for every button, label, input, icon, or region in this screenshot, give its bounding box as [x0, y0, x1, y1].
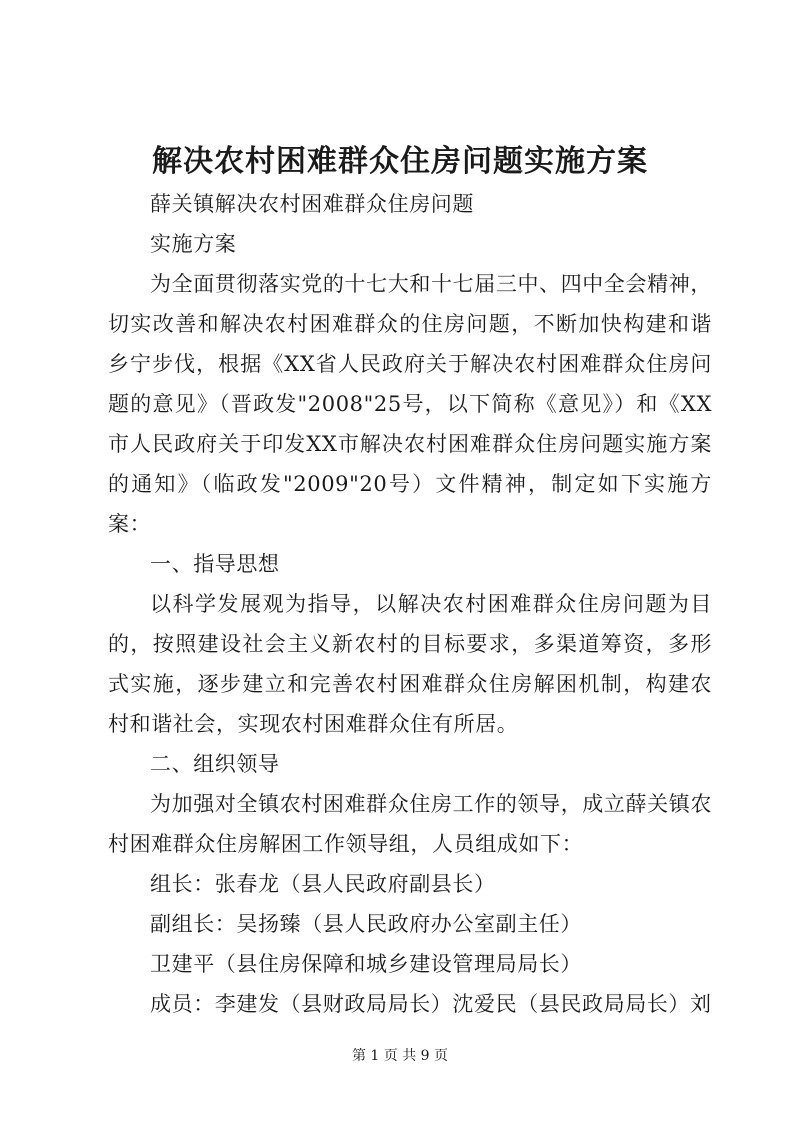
paragraph-members: 成员：李建发（县财政局局长）沈爱民（县民政局局长）刘 — [150, 992, 712, 1016]
paragraph-intro: 为全面贯彻落实党的十七大和十七届三中、四中全会精神，切实改善和解决农村困难群众的住房问题，不断加快构建和谐乡宁步伐，根据《XX省人民政府关于解决农村困难群众住房问题的意见》（晋政发"2008"25号，以下简称《意见》）和《XX市人民政府关于印发XX市解决农村困难群众住房问题实施方案的通知》（临政发"2009"20号）文件精神，制定如下实施方案： — [108, 272, 712, 536]
page-number-footer: 第 1 页 共 9 页 — [351, 1048, 449, 1064]
paragraph-leader: 组长：张春龙（县人民政府副县长） — [150, 872, 496, 896]
section-heading-guiding-thought: 一、指导思想 — [150, 552, 280, 576]
paragraph-deputy-leader: 副组长：吴扬臻（县人民政府办公室副主任） — [150, 912, 582, 936]
paragraph-guiding-thought: 以科学发展观为指导，以解决农村困难群众住房问题为目的，按照建设社会主义新农村的目标要求，多渠道筹资，多形式实施，逐步建立和完善农村困难群众住房解困机制，构建农村和谐社会，实现农村困难群众住有所居。 — [108, 592, 712, 736]
paragraph-deputy-leader-2: 卫建平（县住房保障和城乡建设管理局局长） — [150, 952, 582, 976]
document-body — [108, 184, 712, 1024]
document-title: 解决农村困难群众住房问题实施方案 — [152, 144, 648, 179]
paragraph-subtitle-line2: 实施方案 — [150, 232, 237, 256]
section-heading-organization: 二、组织领导 — [150, 752, 280, 776]
paragraph-organization: 为加强对全镇农村困难群众住房工作的领导，成立薛关镇农村困难群众住房解困工作领导组，人员组成如下： — [108, 792, 712, 856]
paragraph-subtitle-line1: 薛关镇解决农村困难群众住房问题 — [150, 192, 474, 216]
